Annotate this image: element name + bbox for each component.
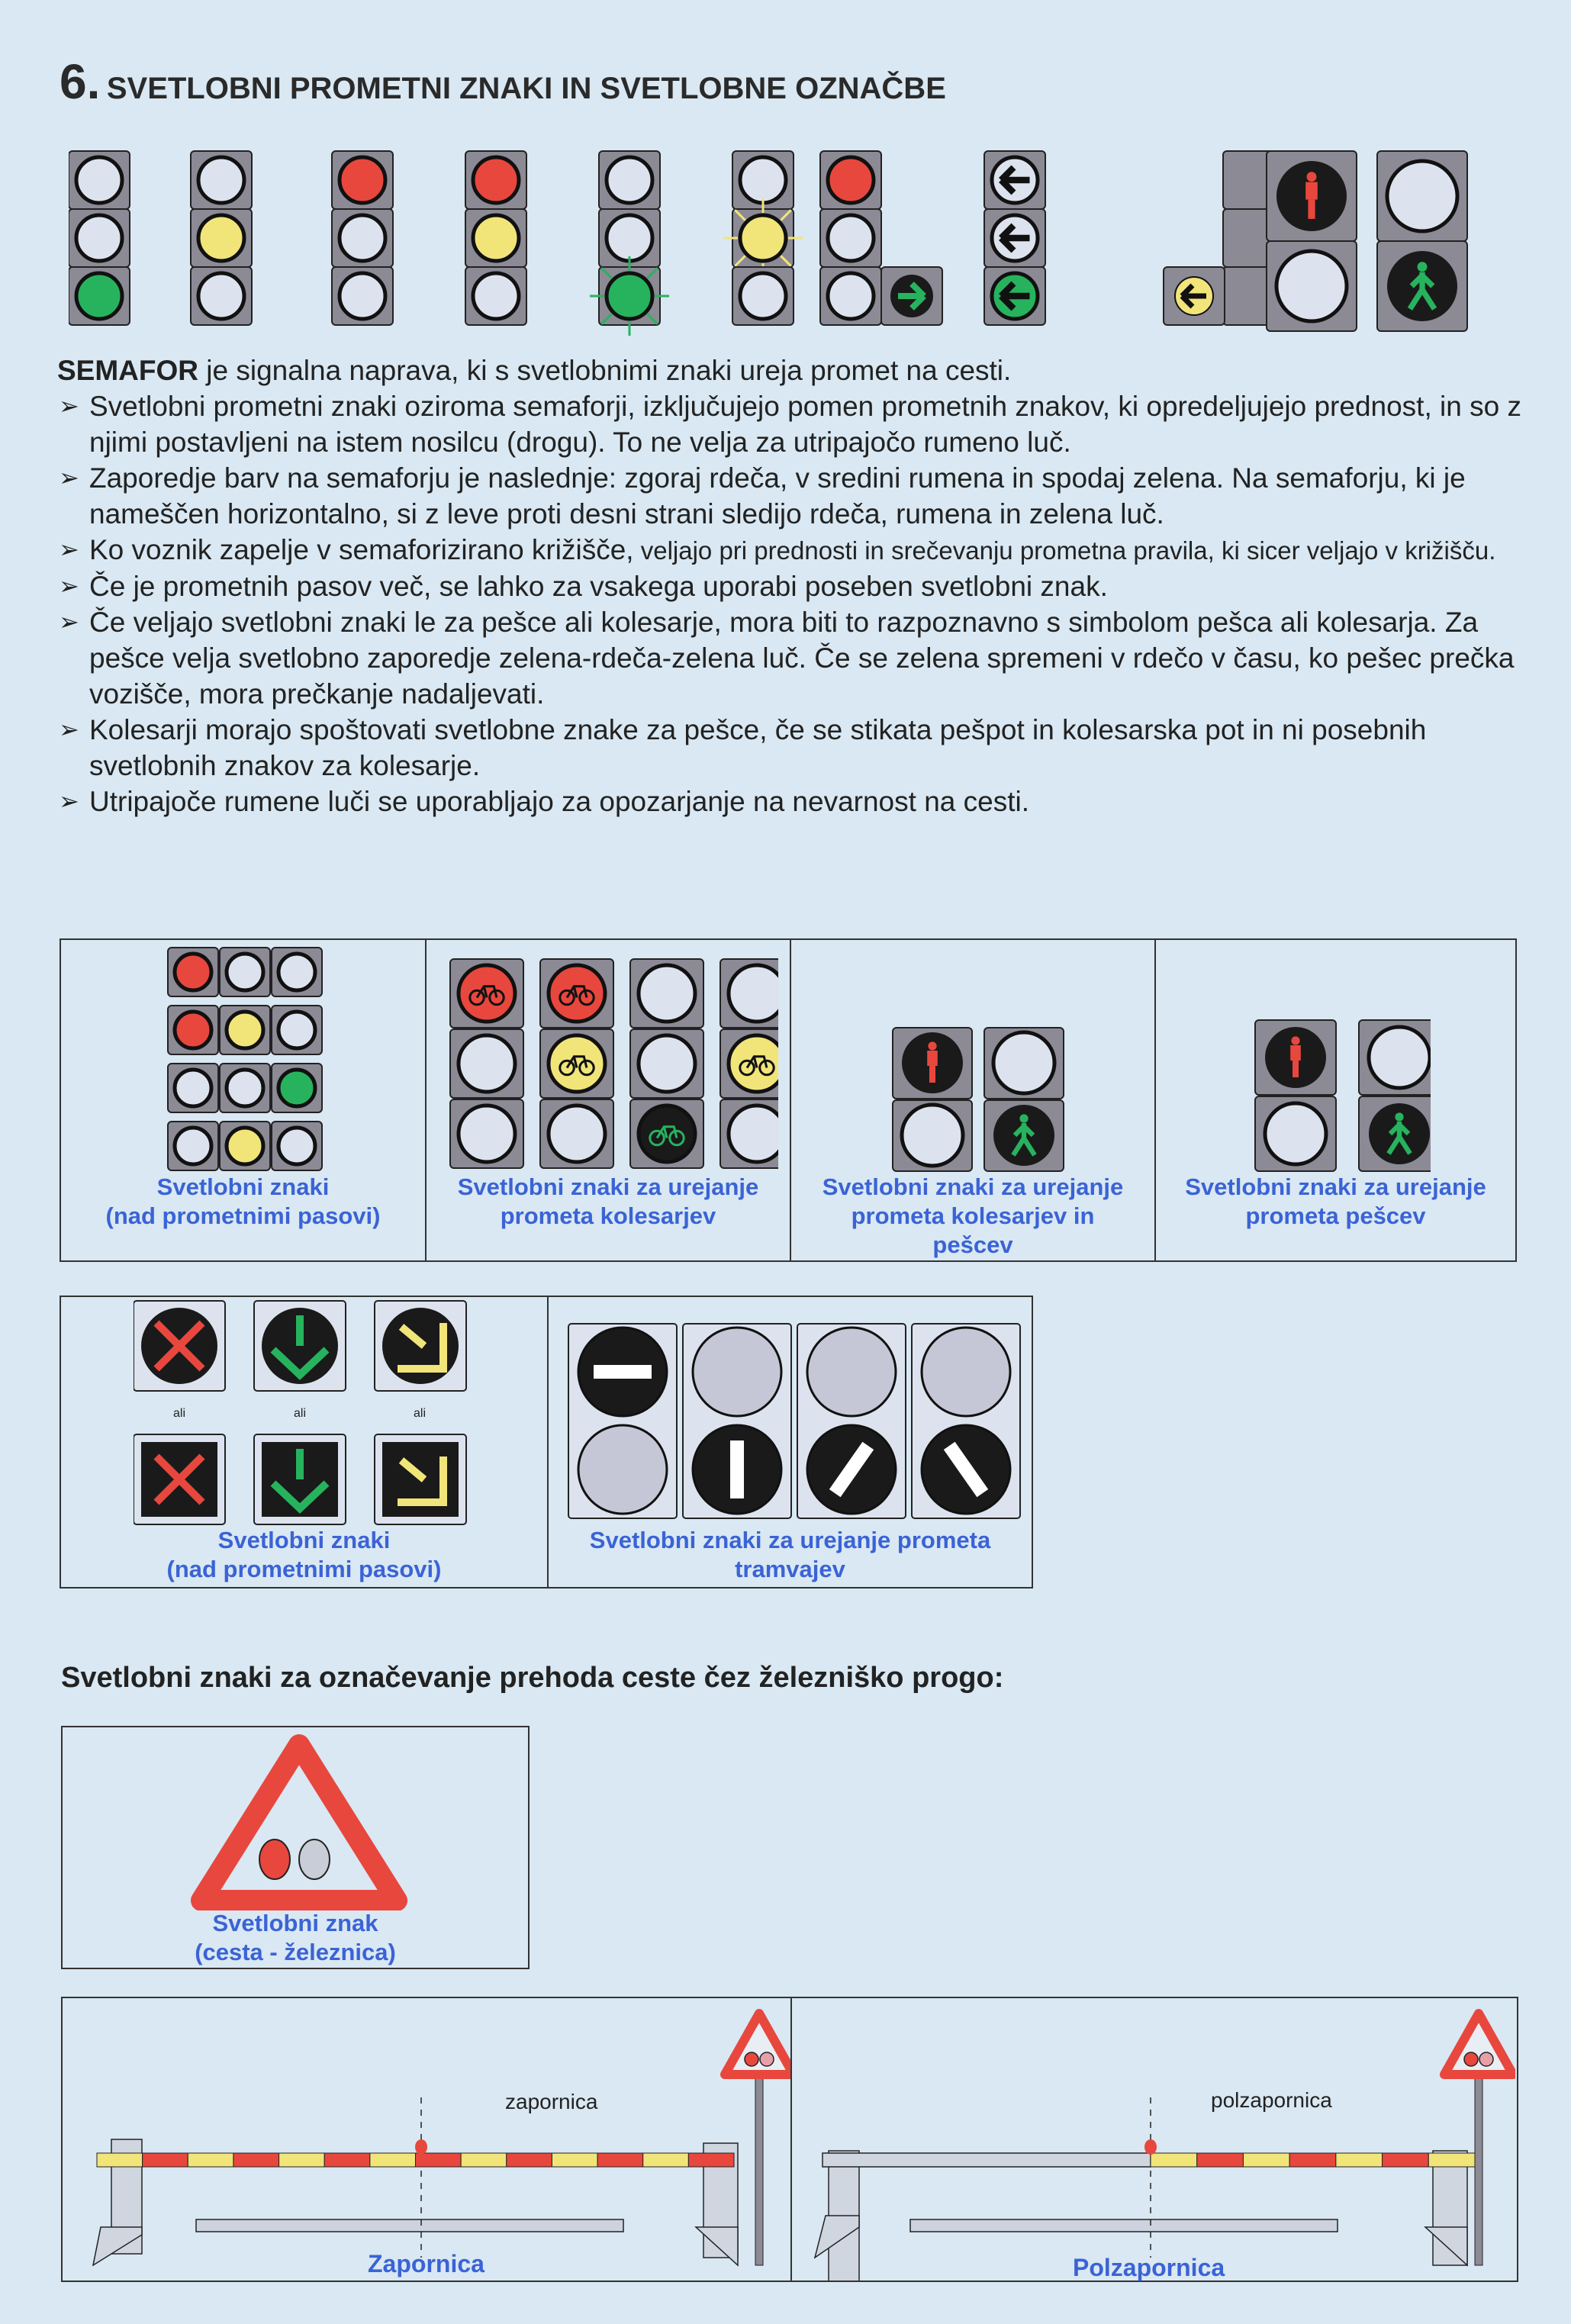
panel-caption	[63, 1909, 528, 1967]
lens	[1276, 251, 1347, 321]
panel-caption	[1156, 1173, 1515, 1231]
panel-caption	[61, 1173, 425, 1231]
tram-bar-icon	[730, 1440, 744, 1498]
body-text	[57, 352, 1530, 819]
lens	[607, 157, 652, 203]
full-barrier-diagram	[63, 1998, 790, 2281]
lane-signal	[254, 1434, 346, 1524]
bullet-arrow-icon: ➢	[59, 608, 79, 636]
barrier-stripe	[97, 2153, 143, 2167]
lens	[76, 215, 122, 261]
panel-caption	[791, 1173, 1154, 1260]
horizontal-traffic-signal	[168, 948, 322, 996]
lens	[1265, 1103, 1326, 1164]
bullet-item	[57, 532, 1530, 568]
half-barrier-diagram	[792, 1998, 1515, 2281]
intro-text: je signalna naprava, ki s svetlobnimi znaki ureja promet na cesti.	[198, 355, 1012, 386]
lens	[740, 273, 786, 319]
bicycle-traffic-signal	[720, 959, 778, 1168]
barrier-stripe	[597, 2153, 643, 2167]
tram-signal	[568, 1324, 677, 1518]
panel-caption	[427, 1173, 790, 1231]
barrier-boom-open	[823, 2153, 1151, 2167]
barrier-stripe	[416, 2153, 462, 2167]
barrier-stripe	[507, 2153, 552, 2167]
lane-signal	[254, 1301, 346, 1391]
sign-pole	[1475, 2075, 1482, 2265]
caption-line: Svetlobni znaki za urejanje	[457, 1173, 759, 1200]
lens	[807, 1328, 896, 1416]
lens	[1369, 1027, 1430, 1088]
bicycle-traffic-signal	[630, 959, 703, 1168]
lens	[340, 273, 385, 319]
bullet-item	[57, 568, 1530, 604]
horizontal-traffic-signal	[168, 1064, 322, 1112]
signals-panel-row-2	[60, 1296, 1033, 1588]
bullet-text: Zaporedje barv na semaforju je naslednje: zgoraj rdeča, v sredini rumena in spodaj zelena. Na semaforju, ki je nameščen horizontalno, si z leve proti desni strani sledijo rdeča, rumena in zelena luč.	[89, 462, 1466, 529]
bicycle-pedestrian-signal	[893, 1028, 972, 1171]
tram-signal	[797, 1324, 906, 1518]
top-signals-figure	[69, 137, 1534, 336]
bullet-text: Svetlobni prometni znaki oziroma semaforji, izključujejo pomen prometnih znakov, ki opredeljujejo prednost, in so z njimi postavljeni na istem nosilcu (drogu). To ne velja za utripajočo rumeno luč.	[89, 391, 1521, 458]
lens	[729, 965, 778, 1022]
horizontal-traffic-signal	[168, 1122, 322, 1170]
pedestrian-signal	[1255, 1020, 1336, 1171]
lens	[1387, 161, 1457, 231]
lens	[340, 215, 385, 261]
barrier-stripe	[1151, 2153, 1197, 2167]
lens	[198, 157, 244, 203]
barrier-lamp-icon	[415, 2139, 427, 2155]
traffic-signal	[1267, 151, 1357, 331]
traffic-signal	[332, 151, 393, 325]
tram-signals-figure	[565, 1320, 1022, 1526]
pedestrian-standing-icon	[928, 1041, 936, 1050]
lens	[278, 1012, 315, 1048]
traffic-signal	[590, 151, 669, 336]
section-number: 6.	[60, 54, 101, 109]
caption-line: Svetlobni znaki	[156, 1173, 330, 1200]
lens	[227, 1012, 263, 1048]
lens	[227, 954, 263, 990]
pedestrian-body	[1305, 182, 1318, 200]
lens	[549, 1106, 605, 1162]
lens	[993, 1032, 1054, 1093]
lens	[76, 273, 122, 319]
signals-panel-row-1	[60, 938, 1517, 1262]
bullet-arrow-icon: ➢	[59, 787, 79, 815]
horizontal-traffic-signal	[168, 1006, 322, 1054]
lens	[902, 1105, 963, 1166]
tram-bar-icon	[594, 1365, 652, 1379]
barrier-stripe	[1383, 2153, 1429, 2167]
lens	[473, 215, 519, 261]
section-title: SVETLOBNI PROMETNI ZNAKI IN SVETLOBNE OZNAČBE	[106, 72, 946, 105]
caption-line: (nad prometnimi pasovi)	[166, 1556, 442, 1582]
ali-label: ali	[413, 1407, 426, 1420]
lens	[175, 1070, 211, 1106]
bullet-text: Če veljajo svetlobni znaki le za pešce ali kolesarje, mora biti to razpoznavno s simbolom pešca ali kolesarja. Za pešce velja svetlobno zaporedje zelena-rdeča-zelena luč. Če se zelena spremeni v rdečo v času, ko pešec prečka vozišče, mora prečkanje nadaljevati.	[89, 607, 1515, 710]
traffic-signal	[465, 151, 526, 325]
traffic-signal	[820, 151, 942, 325]
pedestrian-legs	[1293, 1061, 1299, 1077]
caption-line: Svetlobni znaki za urejanje	[1185, 1173, 1486, 1200]
caption-line: (cesta - železnica)	[195, 1939, 396, 1965]
bullet-arrow-icon: ➢	[59, 536, 79, 563]
lens	[459, 1106, 515, 1162]
lens	[76, 157, 122, 203]
pedestrian-body	[927, 1051, 938, 1066]
lens	[473, 273, 519, 319]
lens	[278, 1128, 315, 1164]
barrier-stripe	[1428, 2153, 1475, 2167]
horizontal-signals-figure	[160, 940, 328, 1176]
lens	[340, 157, 385, 203]
caption-line: prometa kolesarjev in	[851, 1202, 1095, 1229]
caption-line: Svetlobni znaki za urejanje prometa	[589, 1527, 991, 1553]
caption-line: prometa kolesarjev	[500, 1202, 716, 1229]
barrier-stripe	[461, 2153, 507, 2167]
barrier-stripe	[1197, 2153, 1244, 2167]
bullet-item	[57, 460, 1530, 532]
lens	[459, 1035, 515, 1092]
lens	[278, 954, 315, 990]
intro-paragraph	[57, 352, 1530, 388]
barrier-stripe	[1243, 2153, 1289, 2167]
barrier-base	[696, 2227, 738, 2265]
bullet-text: Če je prometnih pasov več, se lahko za vsakega uporabi poseben svetlobni znak.	[89, 571, 1108, 602]
bullet-item	[57, 604, 1530, 712]
lens	[922, 1328, 1010, 1416]
barrier-label: zapornica	[505, 2090, 598, 2113]
ali-label: ali	[172, 1407, 185, 1420]
panel-caption	[549, 1526, 1032, 1584]
lens	[828, 157, 874, 203]
railway-sign-panel	[61, 1726, 530, 1969]
railway-warning-triangle-icon	[725, 2013, 790, 2075]
ali-label: ali	[293, 1407, 306, 1420]
bicycle-signals-figure	[443, 955, 778, 1173]
caption-line: tramvajev	[735, 1556, 845, 1582]
caption-line: Svetlobni znak	[212, 1910, 378, 1936]
caption-line: (nad prometnimi pasovi)	[105, 1202, 381, 1229]
pedestrian-walking-icon	[1418, 262, 1428, 272]
pedestrian-legs	[1308, 200, 1315, 219]
lens	[473, 157, 519, 203]
bullet-arrow-icon: ➢	[59, 572, 79, 600]
lens	[227, 1070, 263, 1106]
lens	[607, 215, 652, 261]
lens	[175, 1012, 211, 1048]
tram-signal	[912, 1324, 1020, 1518]
bullet-text: Kolesarji morajo spoštovati svetlobne znake za pešce, če se stikata pešpot in kolesarska pot in ni posebnih svetlobnih znakov za kolesarje.	[89, 714, 1427, 781]
lens	[198, 215, 244, 261]
lens	[175, 954, 211, 990]
traffic-signal	[69, 151, 130, 325]
barrier-stripe	[143, 2153, 188, 2167]
lane-signal	[375, 1301, 466, 1391]
lane-signal	[134, 1301, 225, 1391]
pedestrian-standing-icon	[1307, 172, 1317, 182]
bullet-text: Ko voznik zapelje v semaforizirano križišče,	[89, 534, 634, 565]
barrier-stripe	[688, 2153, 734, 2167]
barrier-stripe	[370, 2153, 416, 2167]
traffic-signal	[1377, 151, 1467, 331]
bullet-item	[57, 712, 1530, 784]
barrier-stripe	[552, 2153, 597, 2167]
railway-heading: Svetlobni znaki za označevanje prehoda ceste čez železniško progo:	[61, 1662, 1004, 1694]
bicycle-pedestrian-signal	[984, 1028, 1064, 1171]
lens	[828, 215, 874, 261]
pedestrian-body	[1290, 1045, 1301, 1061]
barrier-caption: Polzapornica	[1073, 2254, 1225, 2281]
caption-line: prometa pešcev	[1245, 1202, 1426, 1229]
bullet-small-text: veljajo pri prednosti in srečevanju prometna pravila, ki sicer veljajo v križišču.	[633, 536, 1496, 565]
road-surface	[196, 2219, 623, 2232]
bullet-text: Utripajoče rumene luči se uporabljajo za opozarjanje na nevarnost na cesti.	[89, 786, 1029, 817]
lens	[740, 157, 786, 203]
signal-lamp	[1464, 2052, 1478, 2066]
bullet-item	[57, 784, 1530, 819]
lens	[227, 1128, 263, 1164]
barrier-stripe	[188, 2153, 233, 2167]
barrier-stripe	[1336, 2153, 1383, 2167]
pedestrian-legs	[929, 1066, 935, 1083]
railway-warning-triangle-icon	[1444, 2013, 1513, 2075]
pedestrian-standing-icon	[1291, 1036, 1299, 1045]
caption-line: Svetlobni znaki za urejanje	[822, 1173, 1124, 1200]
tram-signal	[683, 1324, 791, 1518]
lens	[278, 1070, 315, 1106]
traffic-signal	[723, 151, 803, 325]
lens	[740, 215, 786, 261]
signal-lamp	[745, 2052, 758, 2066]
road-surface	[910, 2219, 1338, 2232]
pedestrian-walking-icon	[1019, 1114, 1028, 1122]
pedestrian-signals-figure	[1247, 1016, 1431, 1176]
bicycle-pedestrian-signals-figure	[885, 1024, 1068, 1176]
barrier-caption: Zapornica	[368, 2250, 484, 2277]
lane-signal	[134, 1434, 225, 1524]
traffic-signal	[984, 151, 1045, 325]
intro-bold: SEMAFOR	[57, 355, 198, 386]
barrier-lamp-icon	[1144, 2139, 1157, 2155]
barriers-panel	[61, 1997, 1518, 2282]
lane-signal	[375, 1434, 466, 1524]
traffic-signal	[191, 151, 252, 325]
lens	[639, 965, 695, 1022]
lens	[175, 1128, 211, 1164]
bullet-arrow-icon: ➢	[59, 464, 79, 491]
lens	[607, 273, 652, 319]
lens	[828, 273, 874, 319]
bicycle-traffic-signal	[450, 959, 523, 1168]
lens	[578, 1425, 667, 1514]
railway-warning-triangle-icon	[185, 1731, 414, 1910]
pedestrian-walking-icon	[1395, 1112, 1403, 1121]
bullet-arrow-icon: ➢	[59, 392, 79, 420]
caption-line: Svetlobni znaki	[217, 1527, 391, 1553]
signal-lamp	[1479, 2052, 1493, 2066]
barrier-label: polzapornica	[1211, 2088, 1332, 2112]
signal-lamp	[760, 2052, 774, 2066]
bicycle-traffic-signal	[540, 959, 613, 1168]
barrier-stripe	[324, 2153, 370, 2167]
sign-pole	[755, 2075, 763, 2265]
panel-caption	[61, 1526, 547, 1584]
bullet-item	[57, 388, 1530, 460]
barrier-stripe	[233, 2153, 279, 2167]
pedestrian-signal	[1359, 1020, 1431, 1171]
lens	[639, 1035, 695, 1092]
lens	[729, 1106, 778, 1162]
caption-line: pešcev	[932, 1231, 1013, 1258]
barrier-stripe	[1289, 2153, 1336, 2167]
barrier-stripe	[279, 2153, 325, 2167]
lens	[693, 1328, 781, 1416]
bullet-arrow-icon: ➢	[59, 716, 79, 743]
lens	[198, 273, 244, 319]
page-title	[60, 53, 946, 110]
barrier-stripe	[643, 2153, 689, 2167]
